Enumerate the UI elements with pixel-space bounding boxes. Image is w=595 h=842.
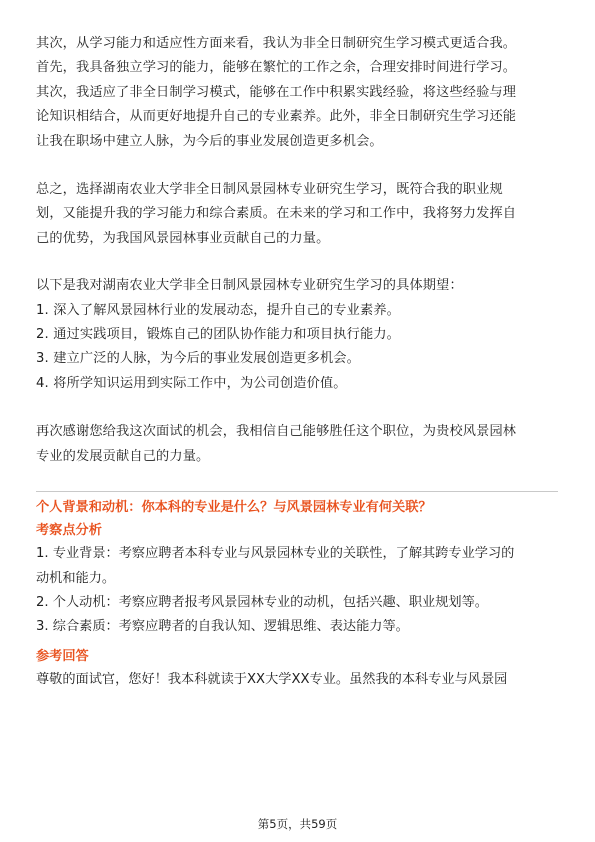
question-heading: 个人背景和动机：你本科的专业是什么？与风景园林专业有何关联？ [36, 500, 432, 516]
expectations-section [36, 274, 558, 396]
text-line: 让我在职场中建立人脉，为今后的事业发展创造更多机会。 [36, 133, 383, 149]
text-line: 尊敬的面试官，您好！我本科就读于XX大学XX专业。虽然我的本科专业与风景园 [36, 671, 508, 687]
list-item: 2. 个人动机：考察应聘者报考风景园林专业的动机，包括兴趣、职业规划等。 [36, 594, 488, 610]
analysis-list [36, 542, 558, 640]
list-item: 1. 专业背景：考察应聘者本科专业与风景园林专业的关联性，了解其跨专业学习的 [36, 546, 515, 562]
text-line: 划，又能提升我的学习能力和综合素质。在未来的学习和工作中，我将努力发挥自 [36, 206, 517, 222]
text-line: 专业的发展贡献自己的力量。 [36, 448, 210, 464]
text-line: 再次感谢您给我这次面试的机会，我相信自己能够胜任这个职位，为贵校风景园林 [36, 424, 517, 440]
text-line: 论知识相结合，从而更好地提升自己的专业素养。此外，非全日制研究生学习还能 [36, 109, 517, 125]
list-item: 4. 将所学知识运用到实际工作中，为公司创造价值。 [36, 375, 347, 391]
text-line: 其次，从学习能力和适应性方面来看，我认为非全日制研究生学习模式更适合我。 [36, 36, 517, 51]
answer-text [36, 668, 558, 692]
page-number: 第5页，共59页 [257, 817, 338, 831]
answer-heading: 参考回答 [36, 648, 89, 664]
section-divider [36, 491, 558, 492]
text-line: 首先，我具备独立学习的能力，能够在繁忙的工作之余，合理安排时间进行学习。 [36, 60, 517, 76]
text-line: 其次，我适应了非全日制学习模式，能够在工作中积累实践经验，将这些经验与理 [36, 84, 517, 100]
paragraph-thanks [36, 420, 558, 469]
list-item: 1. 深入了解风景园林行业的发展动态，提升自己的专业素养。 [36, 302, 400, 318]
list-item: 2. 通过实践项目，锻炼自己的团队协作能力和项目执行能力。 [36, 327, 400, 343]
text-line: 总之，选择湖南农业大学非全日制风景园林专业研究生学习，既符合我的职业规 [36, 182, 503, 198]
analysis-heading: 考察点分析 [36, 523, 102, 539]
document-page [36, 32, 558, 692]
list-item: 动机和能力。 [36, 570, 116, 586]
list-item: 3. 综合素质：考察应聘者的自我认知、逻辑思维、表达能力等。 [36, 619, 409, 635]
paragraph-summary [36, 178, 558, 251]
paragraph-learning-ability [36, 32, 558, 154]
text-line: 己的优势，为我国风景园林事业贡献自己的力量。 [36, 230, 330, 246]
expectations-intro: 以下是我对湖南农业大学非全日制风景园林专业研究生学习的具体期望： [36, 278, 463, 294]
list-item: 3. 建立广泛的人脉，为今后的事业发展创造更多机会。 [36, 351, 360, 367]
